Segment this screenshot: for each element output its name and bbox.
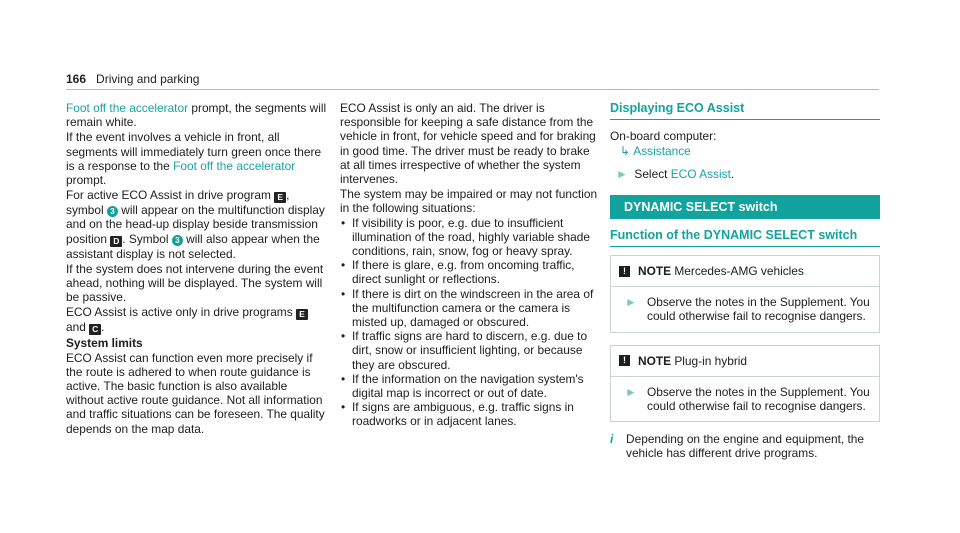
section-title: Driving and parking (96, 72, 200, 86)
page-number: 166 (66, 72, 87, 86)
list-item: • If the information on the navigation system's digital map is incorrect or out of date. (340, 372, 602, 400)
callout-3-icon: 3 (107, 206, 118, 217)
menu-assistance[interactable]: Assistance (633, 144, 691, 159)
callout-3-icon: 3 (172, 235, 183, 246)
paragraph: ECO Assist is active only in drive programs E and C . (66, 305, 328, 335)
note-box-hybrid (610, 345, 880, 423)
paragraph: The system may be impaired or may not function in the following situations: (340, 187, 598, 216)
paragraph: ECO Assist can function even more precisely if the route is adhered to when route guidance is active. The basic function is also available without active route guidance. Not all information and traffic situations can be foreseen. The quality depends on the map data. (66, 350, 325, 436)
divider (611, 376, 879, 377)
drive-program-e-icon: E (274, 192, 286, 203)
divider (611, 286, 879, 287)
transmission-d-icon: D (110, 236, 122, 247)
list-item: • If signs are ambiguous, e.g. traffic signs in roadworks or in adjacent lanes. (340, 400, 602, 428)
displaying-eco-assist-heading: Displaying ECO Assist (610, 101, 745, 115)
heading-underline (610, 246, 880, 247)
paragraph: ECO Assist is only an aid. The driver is responsible for keeping a safe distance from the vehicle in front, for vehicle speed and for braking in good time. The driver must be ready to brake at all times irrespective of whether the system intervenes. (340, 101, 596, 187)
column-middle (340, 101, 602, 429)
header-divider (66, 89, 879, 90)
paragraph: If the system does not intervene during the event ahead, nothing will be displayed. The system will be passive. (66, 261, 324, 305)
link-foot-off-accelerator[interactable]: Foot off the accelerator (66, 101, 189, 115)
menu-path (610, 144, 880, 158)
list-item: • If there is dirt on the windscreen in the area of the multifunction camera or the camera is misted up, damaged or obscured. (340, 287, 602, 330)
situation-list (340, 216, 602, 429)
info-icon: i (610, 432, 614, 447)
list-item: • If there is glare, e.g. from oncoming traffic, direct sunlight or reflections. (340, 258, 602, 286)
warning-icon: ! (619, 355, 630, 366)
system-limits-heading: System limits (66, 336, 143, 351)
drive-program-e-icon: E (296, 309, 308, 320)
paragraph: Foot off the accelerator prompt, the segments will remain white. (66, 101, 327, 130)
note-text: Observe the notes in the Supplement. You could otherwise fail to recognise dangers. (647, 384, 870, 414)
column-right (610, 101, 880, 461)
info-note (610, 432, 880, 460)
instruction-step: ► Select ECO Assist. (616, 166, 735, 181)
onboard-computer-label: On-board computer: (610, 129, 717, 144)
note-subject: Plug-in hybrid (674, 353, 748, 368)
note-text: Observe the notes in the Supplement. You could otherwise fail to recognise dangers. (647, 295, 870, 324)
menu-eco-assist[interactable]: ECO Assist (670, 166, 731, 181)
note-label: NOTE (638, 353, 672, 368)
heading-underline (610, 119, 880, 120)
paragraph: If the event involves a vehicle in front, all segments will immediately turn green once there is a response to the Foot off the accelerator prompt. (66, 130, 322, 188)
arrow-path-icon: ↳ (620, 144, 630, 159)
step-arrow-icon: ► (625, 295, 637, 310)
note-subject: Mercedes-AMG vehicles (674, 264, 804, 279)
info-text: Depending on the engine and equipment, the vehicle has different drive programs. (626, 432, 865, 461)
list-item: • If traffic signs are hard to discern, e.g. due to dirt, snow or insufficient lighting, or because they are obscured. (340, 329, 602, 372)
column-left (66, 101, 328, 436)
warning-icon: ! (619, 266, 630, 277)
note-label: NOTE (638, 264, 672, 279)
step-arrow-icon: ► (616, 166, 628, 181)
link-foot-off-accelerator[interactable]: Foot off the accelerator (173, 158, 296, 173)
list-item: • If visibility is poor, e.g. due to insufficient illumination of the road, highly variable shade conditions, rain, snow, fog or heavy spray. (340, 216, 602, 259)
function-heading: Function of the DYNAMIC SELECT switch (610, 227, 858, 242)
page-header (66, 72, 199, 86)
step-arrow-icon: ► (625, 384, 637, 399)
note-box-amg (610, 255, 880, 333)
dynamic-select-bar: DYNAMIC SELECT switch (610, 195, 880, 219)
paragraph: For active ECO Assist in drive program E , symbol 3 will appear on the multifunction display and on the head-up display beside transmission position D . Symbol 3 will also appear when the assistant display is not selected. (66, 188, 325, 261)
drive-program-c-icon: C (89, 324, 101, 335)
